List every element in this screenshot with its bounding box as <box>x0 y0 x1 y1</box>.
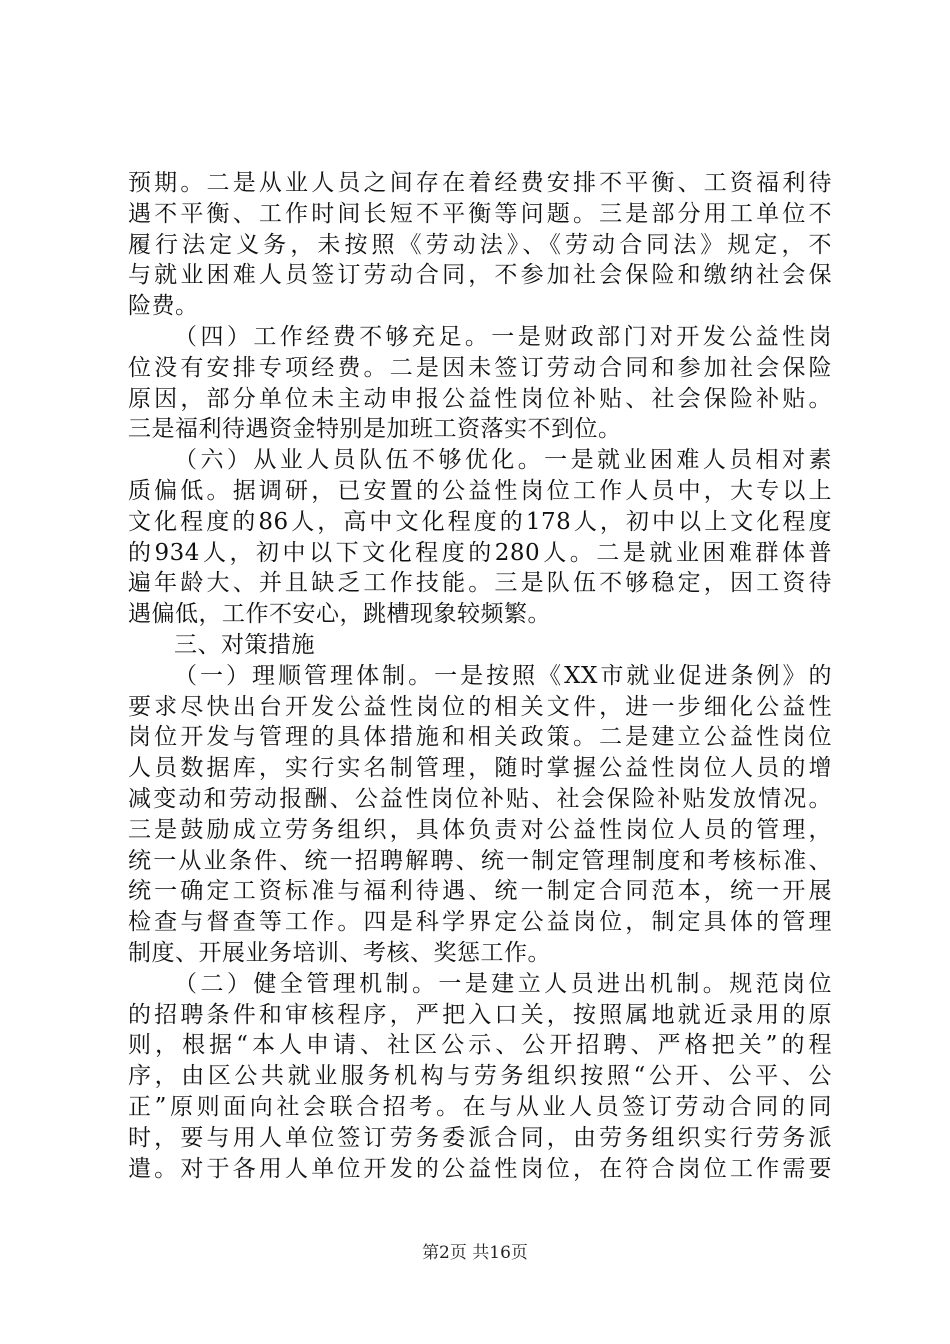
text-line: 统一确定工资标准与福利待遇、统一制定合同范本，统一开展 <box>128 878 832 905</box>
text-line: 三、对策措施 <box>174 631 315 658</box>
text-line: （六）从业人员队伍不够优化。一是就业困难人员相对素 <box>174 447 832 474</box>
text-line: 原因，部分单位未主动申报公益性岗位补贴、社会保险补贴。 <box>128 385 832 412</box>
text-line: 的招聘条件和审核程序，严把入口关，按照属地就近录用的原 <box>128 1001 832 1028</box>
text-line: 遍年龄大、并且缺乏工作技能。三是队伍不够稳定，因工资待 <box>128 570 832 597</box>
text-line: 位没有安排专项经费。二是因未签订劳动合同和参加社会保险 <box>128 354 832 381</box>
text-line: 遇不平衡、工作时间长短不平衡等问题。三是部分用工单位不 <box>128 200 832 227</box>
text-line: （一）理顺管理体制。一是按照《XX市就业促进条例》的 <box>174 662 832 689</box>
text-line: 三是鼓励成立劳务组织，具体负责对公益性岗位人员的管理， <box>128 816 832 843</box>
document-body <box>128 168 832 1184</box>
text-line: 三是福利待遇资金特别是加班工资落实不到位。 <box>128 416 622 443</box>
text-line: 要求尽快出台开发公益性岗位的相关文件，进一步细化公益性 <box>128 693 832 720</box>
page-footer: 第2页 共16页 <box>422 1243 528 1263</box>
text-line: 制度、开展业务培训、考核、奖惩工作。 <box>128 939 551 966</box>
text-line: 正”原则面向社会联合招考。在与从业人员签订劳动合同的同 <box>128 1093 832 1120</box>
text-line: 遇偏低，工作不安心，跳槽现象较频繁。 <box>128 601 551 628</box>
text-line: （二）健全管理机制。一是建立人员进出机制。规范岗位 <box>174 970 832 997</box>
text-line: （四）工作经费不够充足。一是财政部门对开发公益性岗 <box>174 323 832 350</box>
text-line: 遣。对于各用人单位开发的公益性岗位，在符合岗位工作需要 <box>128 1155 832 1182</box>
text-line: 预期。二是从业人员之间存在着经费安排不平衡、工资福利待 <box>128 170 832 196</box>
text-line: 统一从业条件、统一招聘解聘、统一制定管理制度和考核标准、 <box>128 847 832 874</box>
text-line: 时，要与用人单位签订劳务委派合同，由劳务组织实行劳务派 <box>128 1124 832 1151</box>
text-line: 险费。 <box>128 293 199 320</box>
text-line: 文化程度的86人，高中文化程度的178人，初中以上文化程度 <box>128 508 832 535</box>
text-line: 与就业困难人员签订劳动合同，不参加社会保险和缴纳社会保 <box>128 262 832 289</box>
text-line: 岗位开发与管理的具体措施和相关政策。二是建立公益性岗位 <box>128 724 832 751</box>
text-line: 序，由区公共就业服务机构与劳务组织按照“公开、公平、公 <box>128 1063 832 1090</box>
text-line: 检查与督查等工作。四是科学界定公益岗位，制定具体的管理 <box>128 909 832 936</box>
text-line: 质偏低。据调研，已安置的公益性岗位工作人员中，大专以上 <box>128 477 832 504</box>
text-line: 则，根据“本人申请、社区公示、公开招聘、严格把关”的程 <box>128 1032 832 1059</box>
text-line: 减变动和劳动报酬、公益性岗位补贴、社会保险补贴发放情况。 <box>128 785 832 812</box>
text-line: 人员数据库，实行实名制管理，随时掌握公益性岗位人员的增 <box>128 755 832 782</box>
text-line: 的934人，初中以下文化程度的280人。二是就业困难群体普 <box>128 539 832 566</box>
text-line: 履行法定义务，未按照《劳动法》、《劳动合同法》规定，不 <box>128 231 832 258</box>
